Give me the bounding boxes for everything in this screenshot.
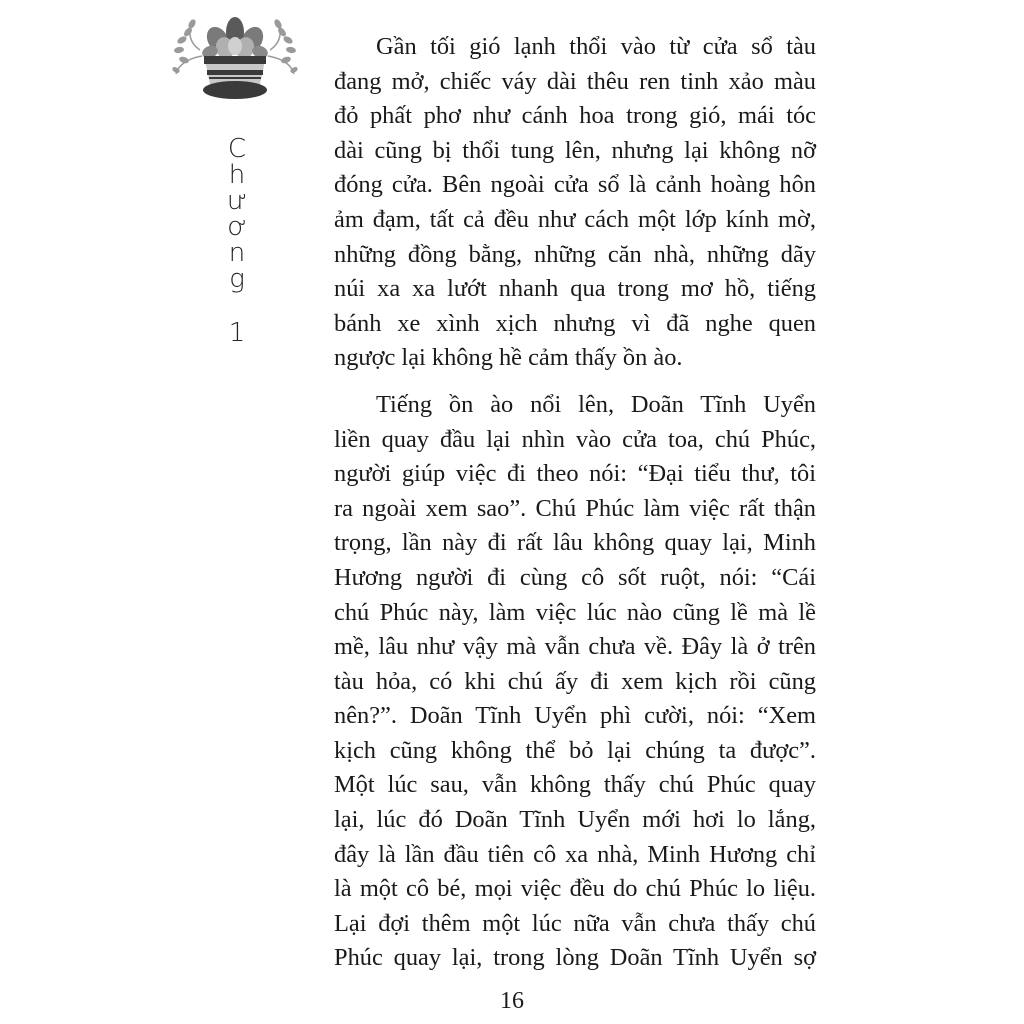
chapter-label <box>222 136 252 346</box>
text-line: Phúc quay lại, trong lòng Doãn Tĩnh Uyển sợ <box>334 944 816 972</box>
text-line: lại, lúc đó Doãn Tĩnh Uyển mới hơi lo lắng, <box>334 806 816 834</box>
text-line: liền quay đầu lại nhìn vào cửa toa, chú Phúc, <box>334 425 816 453</box>
text-line: nên?”. Doãn Tĩnh Uyển phì cười, nói: “Xem <box>334 702 816 730</box>
text-line: kịch cũng không thể bỏ lại chúng ta được”. <box>334 736 816 764</box>
text-line: đang mở, chiếc váy dài thêu ren tinh xảo màu <box>334 67 816 95</box>
chapter-number: 1 <box>228 318 246 348</box>
text-line: là một cô bé, mọi việc đều do chú Phúc lo liệu. <box>334 875 816 903</box>
chapter-letter: h <box>228 160 246 190</box>
text-line: ảm đạm, tất cả đều như cách một lớp kính mờ, <box>334 205 816 233</box>
chapter-letter: n <box>228 238 246 268</box>
potted-plant-icon <box>170 10 300 105</box>
text-line: người giúp việc đi theo nói: “Đại tiểu thư, tôi <box>334 460 816 488</box>
text-line: núi xa xa lướt nhanh qua trong mơ hồ, tiếng <box>334 275 816 303</box>
body-text <box>334 30 816 976</box>
text-line: ngược lại không hề cảm thấy ồn ào. <box>334 344 683 372</box>
chapter-letter: C <box>227 134 247 164</box>
paragraph <box>334 388 816 976</box>
text-line: Gần tối gió lạnh thổi vào từ cửa sổ tàu <box>376 33 816 60</box>
text-line: đây là lần đầu tiên cô xa nhà, Minh Hương chỉ <box>334 840 816 868</box>
text-line: chú Phúc này, làm việc lúc nào cũng lề mà lề <box>334 598 816 626</box>
chapter-letter: ư <box>226 186 248 216</box>
text-line: mề, lâu như vậy mà vẫn chưa về. Đây là ở trên <box>334 633 816 661</box>
chapter-letter: ơ <box>227 212 247 242</box>
text-line: dài cũng bị thổi tung lên, nhưng lại không nỡ <box>334 136 816 164</box>
text-line: tàu hỏa, có khi chú ấy đi xem kịch rồi cũng <box>334 667 816 695</box>
text-line: Hương người đi cùng cô sốt ruột, nói: “Cái <box>334 563 816 591</box>
text-line: ra ngoài xem sao”. Chú Phúc làm việc rất thận <box>334 494 816 522</box>
text-line: đỏ phất phơ như cánh hoa trong gió, mái tóc <box>334 102 816 130</box>
text-line: Lại đợi thêm một lúc nữa vẫn chưa thấy chú <box>334 909 816 937</box>
chapter-letter: g <box>229 264 245 294</box>
text-line: những đồng bằng, những căn nhà, những dãy <box>334 240 816 268</box>
page-number: 16 <box>500 988 524 1014</box>
text-line: đóng cửa. Bên ngoài cửa sổ là cảnh hoàng hôn <box>334 171 816 199</box>
text-line: Tiếng ồn ào nổi lên, Doãn Tĩnh Uyển <box>376 390 816 418</box>
text-line: trọng, lần này đi rất lâu không quay lại, Minh <box>334 529 816 557</box>
text-line: Một lúc sau, vẫn không thấy chú Phúc quay <box>334 771 816 799</box>
paragraph <box>334 30 816 376</box>
text-line: bánh xe xình xịch nhưng vì đã nghe quen <box>334 309 816 337</box>
